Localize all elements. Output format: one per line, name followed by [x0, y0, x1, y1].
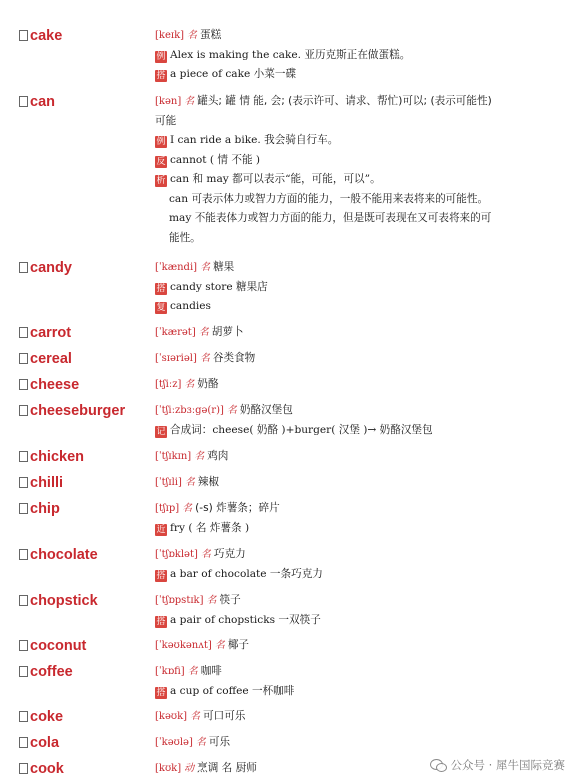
- definition-line: [155, 401, 555, 421]
- phonetic: [kəʊk]: [155, 711, 188, 722]
- headword: [19, 447, 84, 467]
- checkbox-square: [19, 666, 28, 677]
- definition-line: [155, 545, 555, 565]
- meaning: 可乐: [208, 736, 231, 748]
- tag-text: Alex is making the cake. 亚历克斯正在做蛋糕。: [170, 48, 411, 61]
- entry-lines: [155, 473, 555, 493]
- meaning: 罐头; 罐 情 能, 会; (表示许可、请求、帮忙)可以; (表示可能性): [197, 95, 492, 107]
- entry-lines: [155, 447, 555, 467]
- continuation-line: [155, 190, 555, 210]
- entry-lines: [155, 401, 555, 440]
- meaning: 巧克力: [213, 548, 246, 560]
- checkbox-square: [19, 405, 28, 416]
- phonetic: [ˈtʃɒklət]: [155, 549, 198, 560]
- tag-badge: 记: [156, 426, 166, 437]
- phonetic: [kən]: [155, 96, 182, 107]
- part-of-speech: 名: [206, 595, 217, 606]
- definition-line: [155, 707, 555, 727]
- part-of-speech: 名: [187, 666, 198, 677]
- meaning: 辣椒: [197, 476, 220, 488]
- tag-text: fry ( 名 炸薯条 ): [170, 521, 250, 534]
- tag-badge: 例: [156, 137, 166, 147]
- checkbox-square: [19, 30, 28, 41]
- meaning: 奶酪: [197, 378, 219, 390]
- part-of-speech: 名: [200, 549, 211, 560]
- headword: [19, 545, 98, 565]
- headword: [19, 323, 71, 343]
- definition-line: [155, 662, 555, 682]
- tag-text: candy store 糖果店: [170, 280, 268, 293]
- headword: [19, 26, 62, 46]
- meaning: 谷类食物: [212, 352, 256, 364]
- definition-line: [155, 499, 555, 519]
- checkbox-square: [19, 327, 28, 338]
- tagged-line: [155, 278, 555, 298]
- tag-badge: 反: [156, 156, 166, 167]
- tag-text: a bar of chocolate 一条巧克力: [170, 567, 323, 580]
- part-of-speech: 名: [200, 262, 211, 273]
- tagged-line: [155, 611, 555, 631]
- part-of-speech: 名: [184, 477, 195, 488]
- tag-badge: 搭: [156, 283, 166, 294]
- tagged-line: [155, 170, 555, 190]
- headword-text: coffee: [30, 664, 73, 680]
- tag-text: can 和 may 都可以表示“能，可能，可以”。: [170, 173, 381, 185]
- phonetic: [ˈkærət]: [155, 327, 196, 338]
- checkbox-square: [19, 737, 28, 748]
- meaning: 咖啡: [200, 665, 222, 677]
- part-of-speech: 名: [184, 96, 195, 107]
- entry-lines: [155, 349, 555, 369]
- entry-lines: [155, 26, 555, 85]
- phonetic: [ˈtʃiːzbɜːgə(r)]: [155, 405, 224, 416]
- definition-line: [155, 733, 555, 753]
- meaning: 椰子: [227, 639, 250, 651]
- definition-line: [155, 473, 555, 493]
- part-of-speech: 动: [184, 763, 195, 774]
- part-of-speech: 名: [199, 353, 210, 364]
- headword-text: cook: [30, 761, 64, 777]
- checkbox-square: [19, 595, 28, 606]
- checkbox-square: [19, 379, 28, 390]
- phonetic: [ˈsɪəriəl]: [155, 353, 197, 364]
- headword-text: can: [30, 94, 55, 110]
- checkbox-square: [19, 711, 28, 722]
- phonetic: [ˈkəʊlə]: [155, 737, 193, 748]
- entry-lines: [155, 499, 555, 538]
- headword-text: candy: [30, 260, 72, 276]
- entry-lines: [155, 545, 555, 584]
- definition-line: [155, 26, 555, 46]
- part-of-speech: 名: [195, 737, 206, 748]
- tag-badge: 析: [156, 176, 166, 186]
- definition-line: [155, 591, 555, 611]
- tag-badge: 搭: [156, 71, 166, 81]
- part-of-speech: 名: [182, 503, 193, 514]
- part-of-speech: 名: [214, 640, 225, 651]
- headword-text: coke: [30, 709, 64, 725]
- headword: [19, 733, 59, 753]
- headword: [19, 92, 55, 112]
- phonetic: [ˈtʃɒpstɪk]: [155, 595, 204, 606]
- meaning: (-s) 炸薯条；碎片: [195, 502, 280, 514]
- entry-lines: [155, 662, 555, 701]
- headword-text: chilli: [30, 475, 64, 491]
- tag-badge: 近: [156, 524, 166, 535]
- checkbox-square: [19, 477, 28, 488]
- continuation-line: [155, 209, 555, 229]
- phonetic: [ˈkɒfi]: [155, 666, 185, 677]
- tagged-line: [155, 131, 555, 151]
- entry-lines: [155, 375, 555, 395]
- definition-line: [155, 258, 555, 278]
- definition-line: [155, 375, 555, 395]
- meaning: 蛋糕: [200, 29, 222, 41]
- tag-text: a cup of coffee 一杯咖啡: [170, 684, 295, 697]
- entry-lines: [155, 92, 555, 248]
- tag-badge: 搭: [156, 616, 166, 627]
- wechat-icon: [430, 758, 446, 772]
- headword-text: cake: [30, 28, 63, 44]
- checkbox-square: [19, 503, 28, 514]
- phonetic: [kʊk]: [155, 763, 182, 774]
- tag-badge: 复: [156, 303, 166, 313]
- continuation-text: 可能: [155, 114, 177, 127]
- tag-badge: 搭: [156, 687, 166, 698]
- tag-text: I can ride a bike. 我会骑自行车。: [170, 134, 339, 146]
- continuation-text: may 不能表体力或智力方面的能力，但是既可表现在又可表将来的可: [169, 212, 492, 224]
- headword-text: coconut: [30, 638, 87, 654]
- tag-badge: 例: [156, 51, 166, 62]
- entry-lines: [155, 258, 555, 317]
- phonetic: [keɪk]: [155, 30, 185, 41]
- headword: [19, 591, 98, 611]
- headword-text: chip: [30, 501, 60, 517]
- tag-badge: 搭: [156, 570, 166, 581]
- checkbox-square: [19, 353, 28, 364]
- part-of-speech: 名: [184, 379, 195, 390]
- headword-text: cheeseburger: [30, 403, 126, 419]
- entry-lines: [155, 591, 555, 630]
- continuation-text: 能性。: [169, 231, 201, 244]
- headword: [19, 636, 86, 656]
- meaning: 筷子: [219, 594, 241, 606]
- meaning: 鸡肉: [207, 450, 229, 462]
- tagged-line: [155, 421, 555, 441]
- headword-text: carrot: [30, 325, 72, 341]
- tag-text: cannot ( 情 不能 ): [170, 153, 261, 166]
- phonetic: [ˈkændi]: [155, 262, 198, 273]
- meaning: 奶酪汉堡包: [239, 404, 293, 416]
- watermark-text: 公众号 · 犀牛国际竞赛: [450, 758, 565, 772]
- checkbox-square: [19, 262, 28, 273]
- phonetic: [tʃɪp]: [155, 503, 180, 514]
- tag-text: 合成词：cheese( 奶酪 )+burger( 汉堡 )→ 奶酪汉堡包: [170, 423, 433, 436]
- tagged-line: [155, 65, 555, 85]
- entry-lines: [155, 707, 555, 727]
- tagged-line: [155, 565, 555, 585]
- phonetic: [ˈkəʊkənʌt]: [155, 640, 212, 651]
- phonetic: [ˈtʃɪli]: [155, 477, 182, 488]
- checkbox-square: [19, 549, 28, 560]
- definition-line: [155, 636, 555, 656]
- part-of-speech: 名: [194, 451, 205, 462]
- headword-text: cheese: [30, 377, 80, 393]
- headword-text: chocolate: [30, 547, 98, 563]
- headword: [19, 375, 79, 395]
- headword: [19, 349, 72, 369]
- part-of-speech: 名: [226, 405, 237, 416]
- definition-line: [155, 92, 555, 112]
- definition-line: [155, 349, 555, 369]
- part-of-speech: 名: [198, 327, 209, 338]
- headword-text: cola: [30, 735, 60, 751]
- entry-lines: [155, 636, 555, 656]
- entry-lines: [155, 733, 555, 753]
- headword: [19, 499, 60, 519]
- checkbox-square: [19, 451, 28, 462]
- headword-text: chopstick: [30, 593, 98, 609]
- meaning: 可口可乐: [203, 710, 246, 722]
- tagged-line: [155, 519, 555, 539]
- headword-text: cereal: [30, 351, 72, 367]
- tag-text: a piece of cake 小菜一碟: [170, 68, 297, 80]
- definition-line: [155, 447, 555, 467]
- headword: [19, 707, 63, 727]
- tag-text: a pair of chopsticks 一双筷子: [170, 613, 321, 626]
- entry-lines: [155, 323, 555, 343]
- tag-text: candies: [170, 300, 211, 312]
- tagged-line: [155, 682, 555, 702]
- continuation-text: can 可表示体力或智力方面的能力，一般不能用来表将来的可能性。: [169, 192, 489, 205]
- meaning: 胡萝卜: [211, 326, 244, 338]
- tagged-line: [155, 297, 555, 317]
- meaning: 烹调 名 厨师: [197, 762, 257, 774]
- checkbox-square: [19, 640, 28, 651]
- headword: [19, 662, 73, 682]
- headword: [19, 759, 64, 779]
- checkbox-square: [19, 96, 28, 107]
- part-of-speech: 名: [190, 711, 201, 722]
- tagged-line: [155, 46, 555, 66]
- headword: [19, 401, 125, 421]
- phonetic: [ˈtʃɪkɪn]: [155, 451, 192, 462]
- definition-line: [155, 323, 555, 343]
- headword: [19, 258, 72, 278]
- watermark: [430, 757, 565, 773]
- continuation-line: [155, 229, 555, 249]
- headword-text: chicken: [30, 449, 84, 465]
- part-of-speech: 名: [187, 30, 198, 41]
- checkbox-square: [19, 763, 28, 774]
- continuation-line: [155, 112, 555, 132]
- phonetic: [tʃiːz]: [155, 379, 182, 390]
- meaning: 糖果: [213, 261, 235, 273]
- tagged-line: [155, 151, 555, 171]
- headword: [19, 473, 63, 493]
